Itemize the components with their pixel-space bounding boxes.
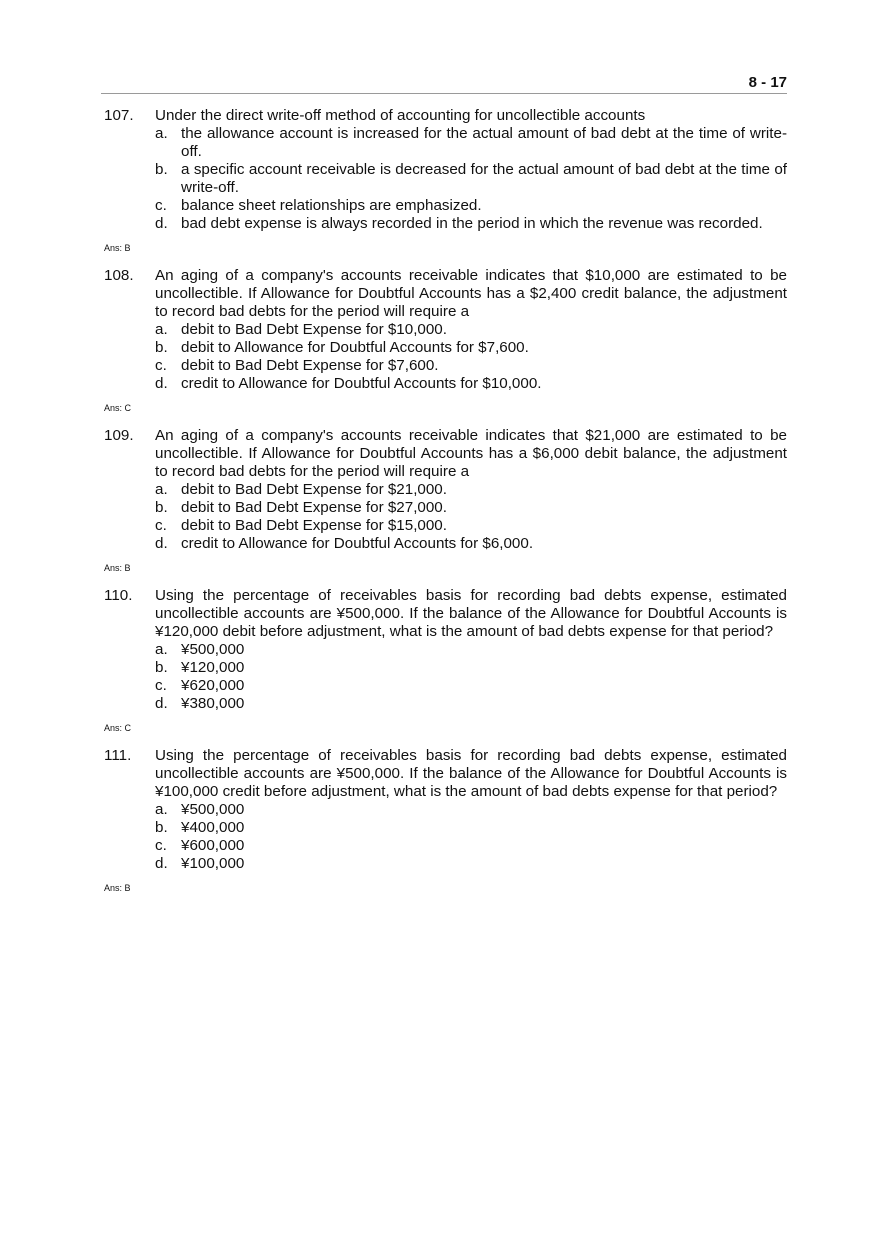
option-letter: c. [155, 517, 167, 534]
question-number: 108. [104, 267, 134, 284]
option-list [155, 641, 787, 713]
option-letter: d. [155, 215, 168, 232]
option-letter: d. [155, 855, 168, 872]
option-list [155, 801, 787, 873]
option-letter: c. [155, 677, 167, 694]
option-d [155, 375, 787, 393]
question-number: 107. [104, 107, 134, 124]
option-text: ¥120,000 [181, 659, 245, 676]
option-letter: d. [155, 695, 168, 712]
option-d [155, 535, 787, 553]
option-c [155, 197, 787, 215]
question-text: An aging of a company's accounts receivable indicates that $10,000 are estimated to be uncollectible. If Allowance for Doubtful Accounts has a $2,400 credit balance, the adjustment to record bad debts for the period will require a [155, 267, 787, 320]
option-letter: b. [155, 499, 168, 516]
question-text: Under the direct write-off method of accounting for uncollectible accounts [155, 107, 646, 124]
option-list [155, 125, 787, 233]
option-text: ¥100,000 [181, 855, 245, 872]
option-b [155, 659, 787, 677]
question-111 [104, 747, 787, 894]
option-b [155, 819, 787, 837]
option-a [155, 125, 787, 161]
page-header [101, 72, 787, 94]
question-number: 109. [104, 427, 134, 444]
option-d [155, 695, 787, 713]
option-text: ¥500,000 [181, 641, 245, 658]
page-number: 8 - 17 [748, 74, 787, 91]
option-letter: c. [155, 197, 167, 214]
option-c [155, 677, 787, 695]
answer-key: Ans: B [104, 563, 131, 573]
answer-key: Ans: B [104, 243, 131, 253]
option-list [155, 481, 787, 553]
option-b [155, 499, 787, 517]
option-c [155, 837, 787, 855]
question-text: An aging of a company's accounts receivable indicates that $21,000 are estimated to be uncollectible. If Allowance for Doubtful Accounts has a $6,000 debit balance, the adjustment to record bad debts for the period will require a [155, 427, 787, 480]
option-text: balance sheet relationships are emphasized. [181, 197, 482, 214]
option-text: ¥400,000 [181, 819, 245, 836]
option-a [155, 801, 787, 819]
option-a [155, 321, 787, 339]
option-text: bad debt expense is always recorded in the period in which the revenue was recorded. [181, 215, 763, 232]
option-text: ¥380,000 [181, 695, 245, 712]
option-letter: c. [155, 837, 167, 854]
option-list [155, 321, 787, 393]
question-109 [104, 427, 787, 574]
answer-key: Ans: C [104, 403, 132, 413]
option-text: debit to Bad Debt Expense for $21,000. [181, 481, 447, 498]
option-text: credit to Allowance for Doubtful Accounts for $10,000. [181, 375, 542, 392]
option-letter: a. [155, 125, 168, 142]
option-text: ¥620,000 [181, 677, 245, 694]
option-text: a specific account receivable is decreased for the actual amount of bad debt at the time of write-off. [181, 161, 787, 196]
option-letter: b. [155, 161, 168, 178]
option-text: debit to Bad Debt Expense for $15,000. [181, 517, 447, 534]
option-text: debit to Bad Debt Expense for $10,000. [181, 321, 447, 338]
option-letter: d. [155, 375, 168, 392]
option-letter: d. [155, 535, 168, 552]
option-a [155, 481, 787, 499]
option-text: debit to Allowance for Doubtful Accounts for $7,600. [181, 339, 529, 356]
question-text: Using the percentage of receivables basis for recording bad debts expense, estimated uncollectible accounts are ¥500,000. If the balance of the Allowance for Doubtful Accounts is ¥120,000 debit before adjustment, what is the amount of bad debts expense for that period? [155, 587, 787, 640]
option-letter: a. [155, 801, 168, 818]
option-letter: b. [155, 659, 168, 676]
option-letter: b. [155, 339, 168, 356]
option-text: credit to Allowance for Doubtful Accounts for $6,000. [181, 535, 534, 552]
option-letter: a. [155, 321, 168, 338]
option-a [155, 641, 787, 659]
question-number: 110. [104, 587, 133, 604]
option-text: ¥600,000 [181, 837, 245, 854]
option-text: debit to Bad Debt Expense for $27,000. [181, 499, 447, 516]
question-text: Using the percentage of receivables basis for recording bad debts expense, estimated uncollectible accounts are ¥500,000. If the balance of the Allowance for Doubtful Accounts is ¥100,000 credit before adjustment, what is the amount of bad debts expense for that period? [155, 747, 787, 800]
option-text: the allowance account is increased for the actual amount of bad debt at the time of write-off. [181, 125, 787, 160]
question-107 [104, 107, 787, 254]
answer-key: Ans: B [104, 883, 131, 893]
option-d [155, 215, 787, 233]
option-text: ¥500,000 [181, 801, 245, 818]
question-number: 111. [104, 747, 132, 764]
option-c [155, 517, 787, 535]
question-108 [104, 267, 787, 414]
option-d [155, 855, 787, 873]
option-b [155, 339, 787, 357]
option-letter: a. [155, 481, 168, 498]
question-110 [104, 587, 787, 734]
option-letter: b. [155, 819, 168, 836]
question-list [104, 107, 787, 907]
option-text: debit to Bad Debt Expense for $7,600. [181, 357, 439, 374]
option-c [155, 357, 787, 375]
option-b [155, 161, 787, 197]
option-letter: a. [155, 641, 168, 658]
answer-key: Ans: C [104, 723, 132, 733]
option-letter: c. [155, 357, 167, 374]
